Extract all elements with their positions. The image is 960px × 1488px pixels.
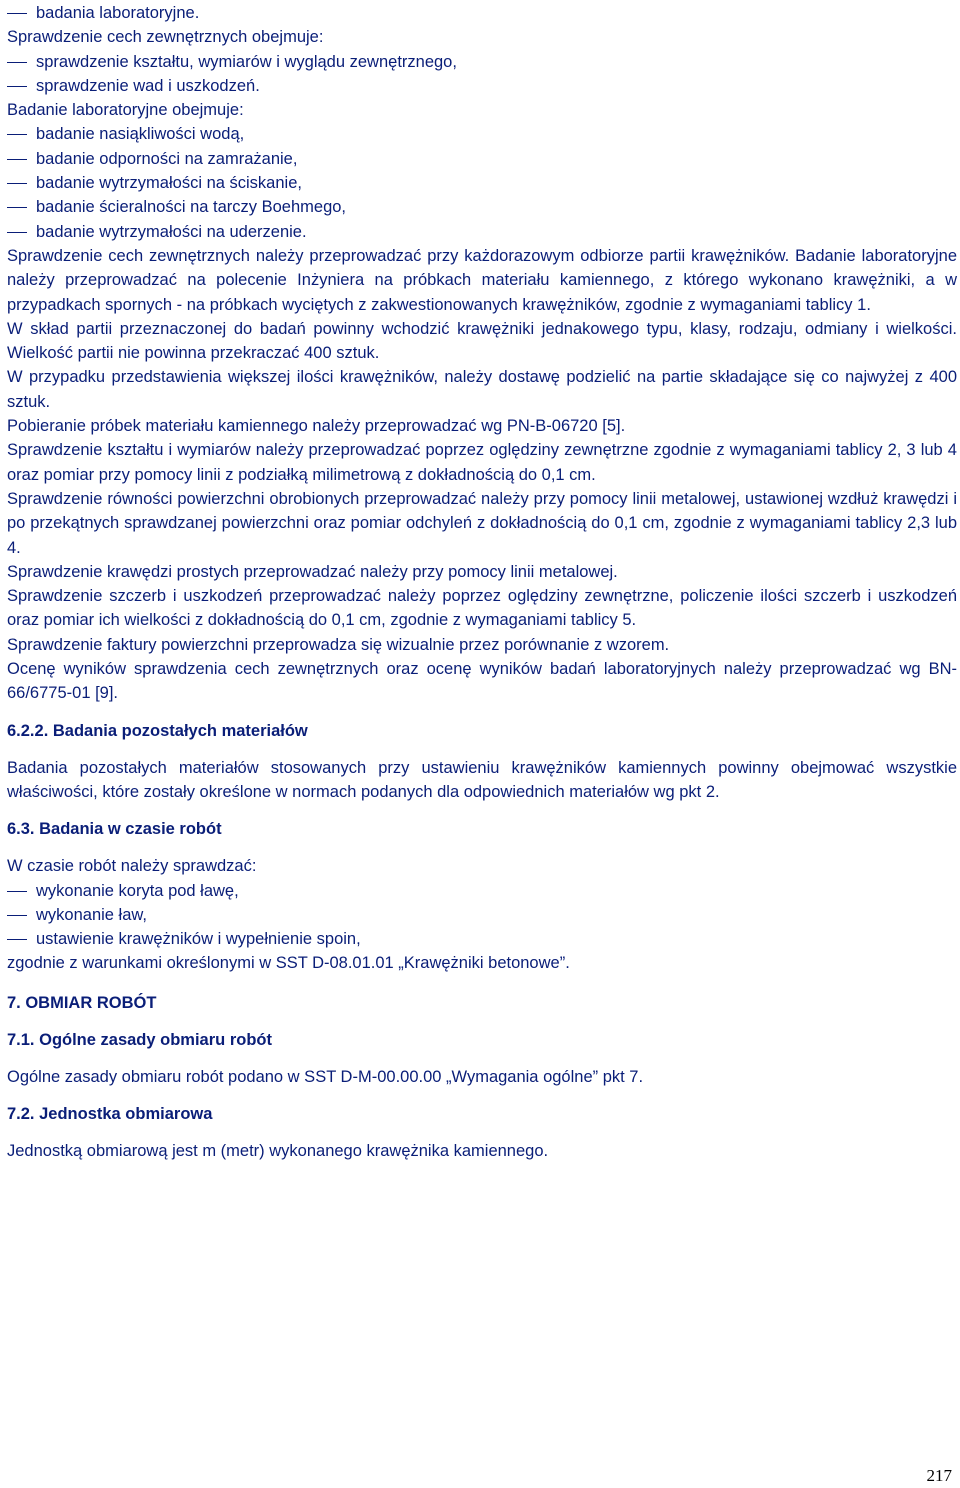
section-622-text: Badania pozostałych materiałów stosowanych przy ustawieniu krawężników kamiennych powinny obejmować wszystkie właściwości, które zostały określone w normach podanych dla odpowiednich materiałów wg pkt 2. bbox=[7, 758, 957, 801]
list-item: badanie wytrzymałości na uderzenie. bbox=[7, 220, 957, 244]
paragraph: Sprawdzenie krawędzi prostych przeprowadzać należy przy pomocy linii metalowej. bbox=[7, 562, 618, 581]
section-63-outro: zgodnie z warunkami określonymi w SST D-08.01.01 „Krawężniki betonowe”. bbox=[7, 954, 570, 973]
list-item: ustawienie krawężników i wypełnienie spoin, bbox=[7, 927, 957, 951]
paragraph: Pobieranie próbek materiału kamiennego należy przeprowadzać wg PN-B-06720 [5]. bbox=[7, 417, 626, 436]
lab-intro: Badanie laboratoryjne obejmuje: bbox=[7, 101, 244, 120]
paragraph: W przypadku przedstawienia większej ilości krawężników, należy dostawę podzielić na partie składające się co najwyżej z 400 sztuk. bbox=[7, 368, 957, 411]
paragraph: Sprawdzenie równości powierzchni obrobionych przeprowadzać należy przy pomocy linii metalowej, ustawionej wzdłuż krawędzi i po przekątnych sprawdzanej powierzchni oraz pomiar odchyleń z dokładnością do 0,1 cm, zgodnie z wymaganiami tablicy 2,3 lub 4. bbox=[7, 489, 957, 557]
external-intro: Sprawdzenie cech zewnętrznych obejmuje: bbox=[7, 28, 324, 47]
list-item: wykonanie koryta pod ławę, bbox=[7, 879, 957, 903]
list-item: badanie ścieralności na tarczy Boehmego, bbox=[7, 195, 957, 219]
list-item: badanie odporności na zamrażanie, bbox=[7, 147, 957, 171]
section-heading-7-1: 7.1. Ogólne zasady obmiaru robót bbox=[7, 1030, 272, 1049]
section-heading-7-2: 7.2. Jednostka obmiarowa bbox=[7, 1104, 213, 1123]
paragraph: Sprawdzenie cech zewnętrznych należy przeprowadzać przy każdorazowym odbiorze partii krawężników. Badanie laboratoryjne należy przeprowadzać na polecenie Inżyniera na próbkach materiału kamiennego, z którego wykonano krawężniki, a w przypadkach spornych - na próbkach wyciętych z zakwestionowanych krawężników, zgodnie z wymaganiami tablicy 1. bbox=[7, 246, 957, 314]
paragraph: Ocenę wyników sprawdzenia cech zewnętrznych oraz ocenę wyników badań laboratoryjnych należy przeprowadzać wg BN-66/6775-01 [9]. bbox=[7, 660, 957, 703]
list-item: sprawdzenie kształtu, wymiarów i wyglądu zewnętrznego, bbox=[7, 50, 957, 74]
paragraph: Sprawdzenie szczerb i uszkodzeń przeprowadzać należy poprzez oględziny zewnętrzne, policzenie ilości szczerb i uszkodzeń oraz pomiar ich wielkości z dokładnością do 0,1 cm, zgodnie z wymaganiami tablicy 5. bbox=[7, 587, 957, 630]
paragraph: Sprawdzenie kształtu i wymiarów należy przeprowadzać poprzez oględziny zewnętrzne zgodnie z wymaganiami tablicy 2, 3 lub 4 oraz pomiar przy pomocy linii z podziałką milimetrową z dokładnością do 0,1 cm. bbox=[7, 441, 957, 484]
section-heading-7: 7. OBMIAR ROBÓT bbox=[7, 993, 157, 1012]
section-63-intro: W czasie robót należy sprawdzać: bbox=[7, 857, 257, 876]
paragraph: Sprawdzenie faktury powierzchni przeprowadza się wizualnie przez porównanie z wzorem. bbox=[7, 635, 670, 654]
page-number: 217 bbox=[926, 1466, 952, 1485]
list-item: badania laboratoryjne. bbox=[7, 1, 957, 25]
list-item: wykonanie ław, bbox=[7, 903, 957, 927]
paragraph: W skład partii przeznaczonej do badań powinny wchodzić krawężniki jednakowego typu, klasy, rodzaju, odmiany i wielkości. Wielkość partii nie powinna przekraczać 400 sztuk. bbox=[7, 319, 957, 363]
section-71-text: Ogólne zasady obmiaru robót podano w SST D-M-00.00.00 „Wymagania ogólne” pkt 7. bbox=[7, 1067, 644, 1086]
list-item: sprawdzenie wad i uszkodzeń. bbox=[7, 74, 957, 98]
section-72-text: Jednostką obmiarową jest m (metr) wykonanego krawężnika kamiennego. bbox=[7, 1141, 549, 1160]
section-heading-6-3: 6.3. Badania w czasie robót bbox=[7, 820, 222, 839]
document-page bbox=[7, 0, 957, 1163]
list-item: badanie wytrzymałości na ściskanie, bbox=[7, 171, 957, 195]
section-heading-6-2-2: 6.2.2. Badania pozostałych materiałów bbox=[7, 721, 308, 740]
list-item: badanie nasiąkliwości wodą, bbox=[7, 122, 957, 146]
